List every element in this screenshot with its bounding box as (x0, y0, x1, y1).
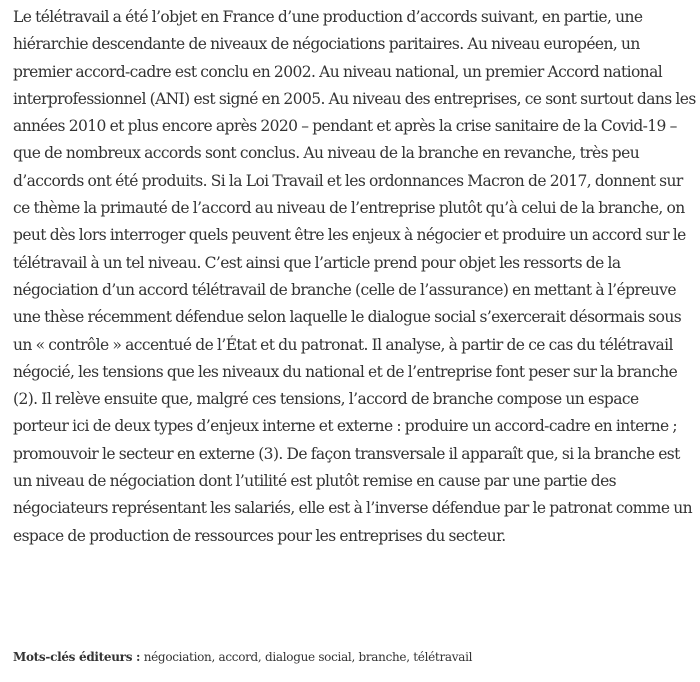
abstract-paragraph: Le télétravail a été l’objet en France d’une production d’accords suivant, en partie, une hiérarchie descendante de niveaux de négociations paritaires. Au niveau européen, un premier accord-cadre est conclu en 2002. Au niveau national, un premier Accord national interprofessionnel (ANI) est signé en 2005. Au niveau des entreprises, ce sont surtout dans les années 2010 et plus encore après 2020 – pendant et après la crise sanitaire de la Covid-19 – que de nombreux accords sont conclus. Au niveau de la branche en revanche, très peu d’accords ont été produits. Si la Loi Travail et les ordonnances Macron de 2017, donnent sur ce thème la primauté de l’accord au niveau de l’entreprise plutôt qu’à celui de la branche, on peut dès lors interroger quels peuvent être les enjeux à négocier et produire un accord sur le télétravail à un tel niveau. C’est ainsi que l’article prend pour objet les ressorts de la négociation d’un accord télétravail de branche (celle de l’assurance) en mettant à l’épreuve une thèse récemment défendue selon laquelle le dialogue social s’exercerait désormais sous un « contrôle » accentué de l’État et du patronat. Il analyse, à partir de ce cas du télétravail négocié, les tensions que les niveaux du national et de l’entreprise font peser sur la branche (2). Il relève ensuite que, malgré ces tensions, l’accord de branche compose un espace porteur ici de deux types d’enjeux interne et externe : produire un accord-cadre en interne ; promouvoir le secteur en externe (3). De façon transversale il apparaît que, si la branche est un niveau de négociation dont l’utilité est plutôt remise en cause par une partie des négociateurs représentant les salariés, elle est à l’inverse défendue par le patronat comme un espace de production de ressources pour les entreprises du secteur. (13, 8, 696, 545)
keywords-label: Mots-clés éditeurs : (13, 650, 141, 664)
keywords-list: négociation, accord, dialogue social, branche, télétravail (143, 650, 473, 664)
keywords-line (13, 648, 697, 666)
